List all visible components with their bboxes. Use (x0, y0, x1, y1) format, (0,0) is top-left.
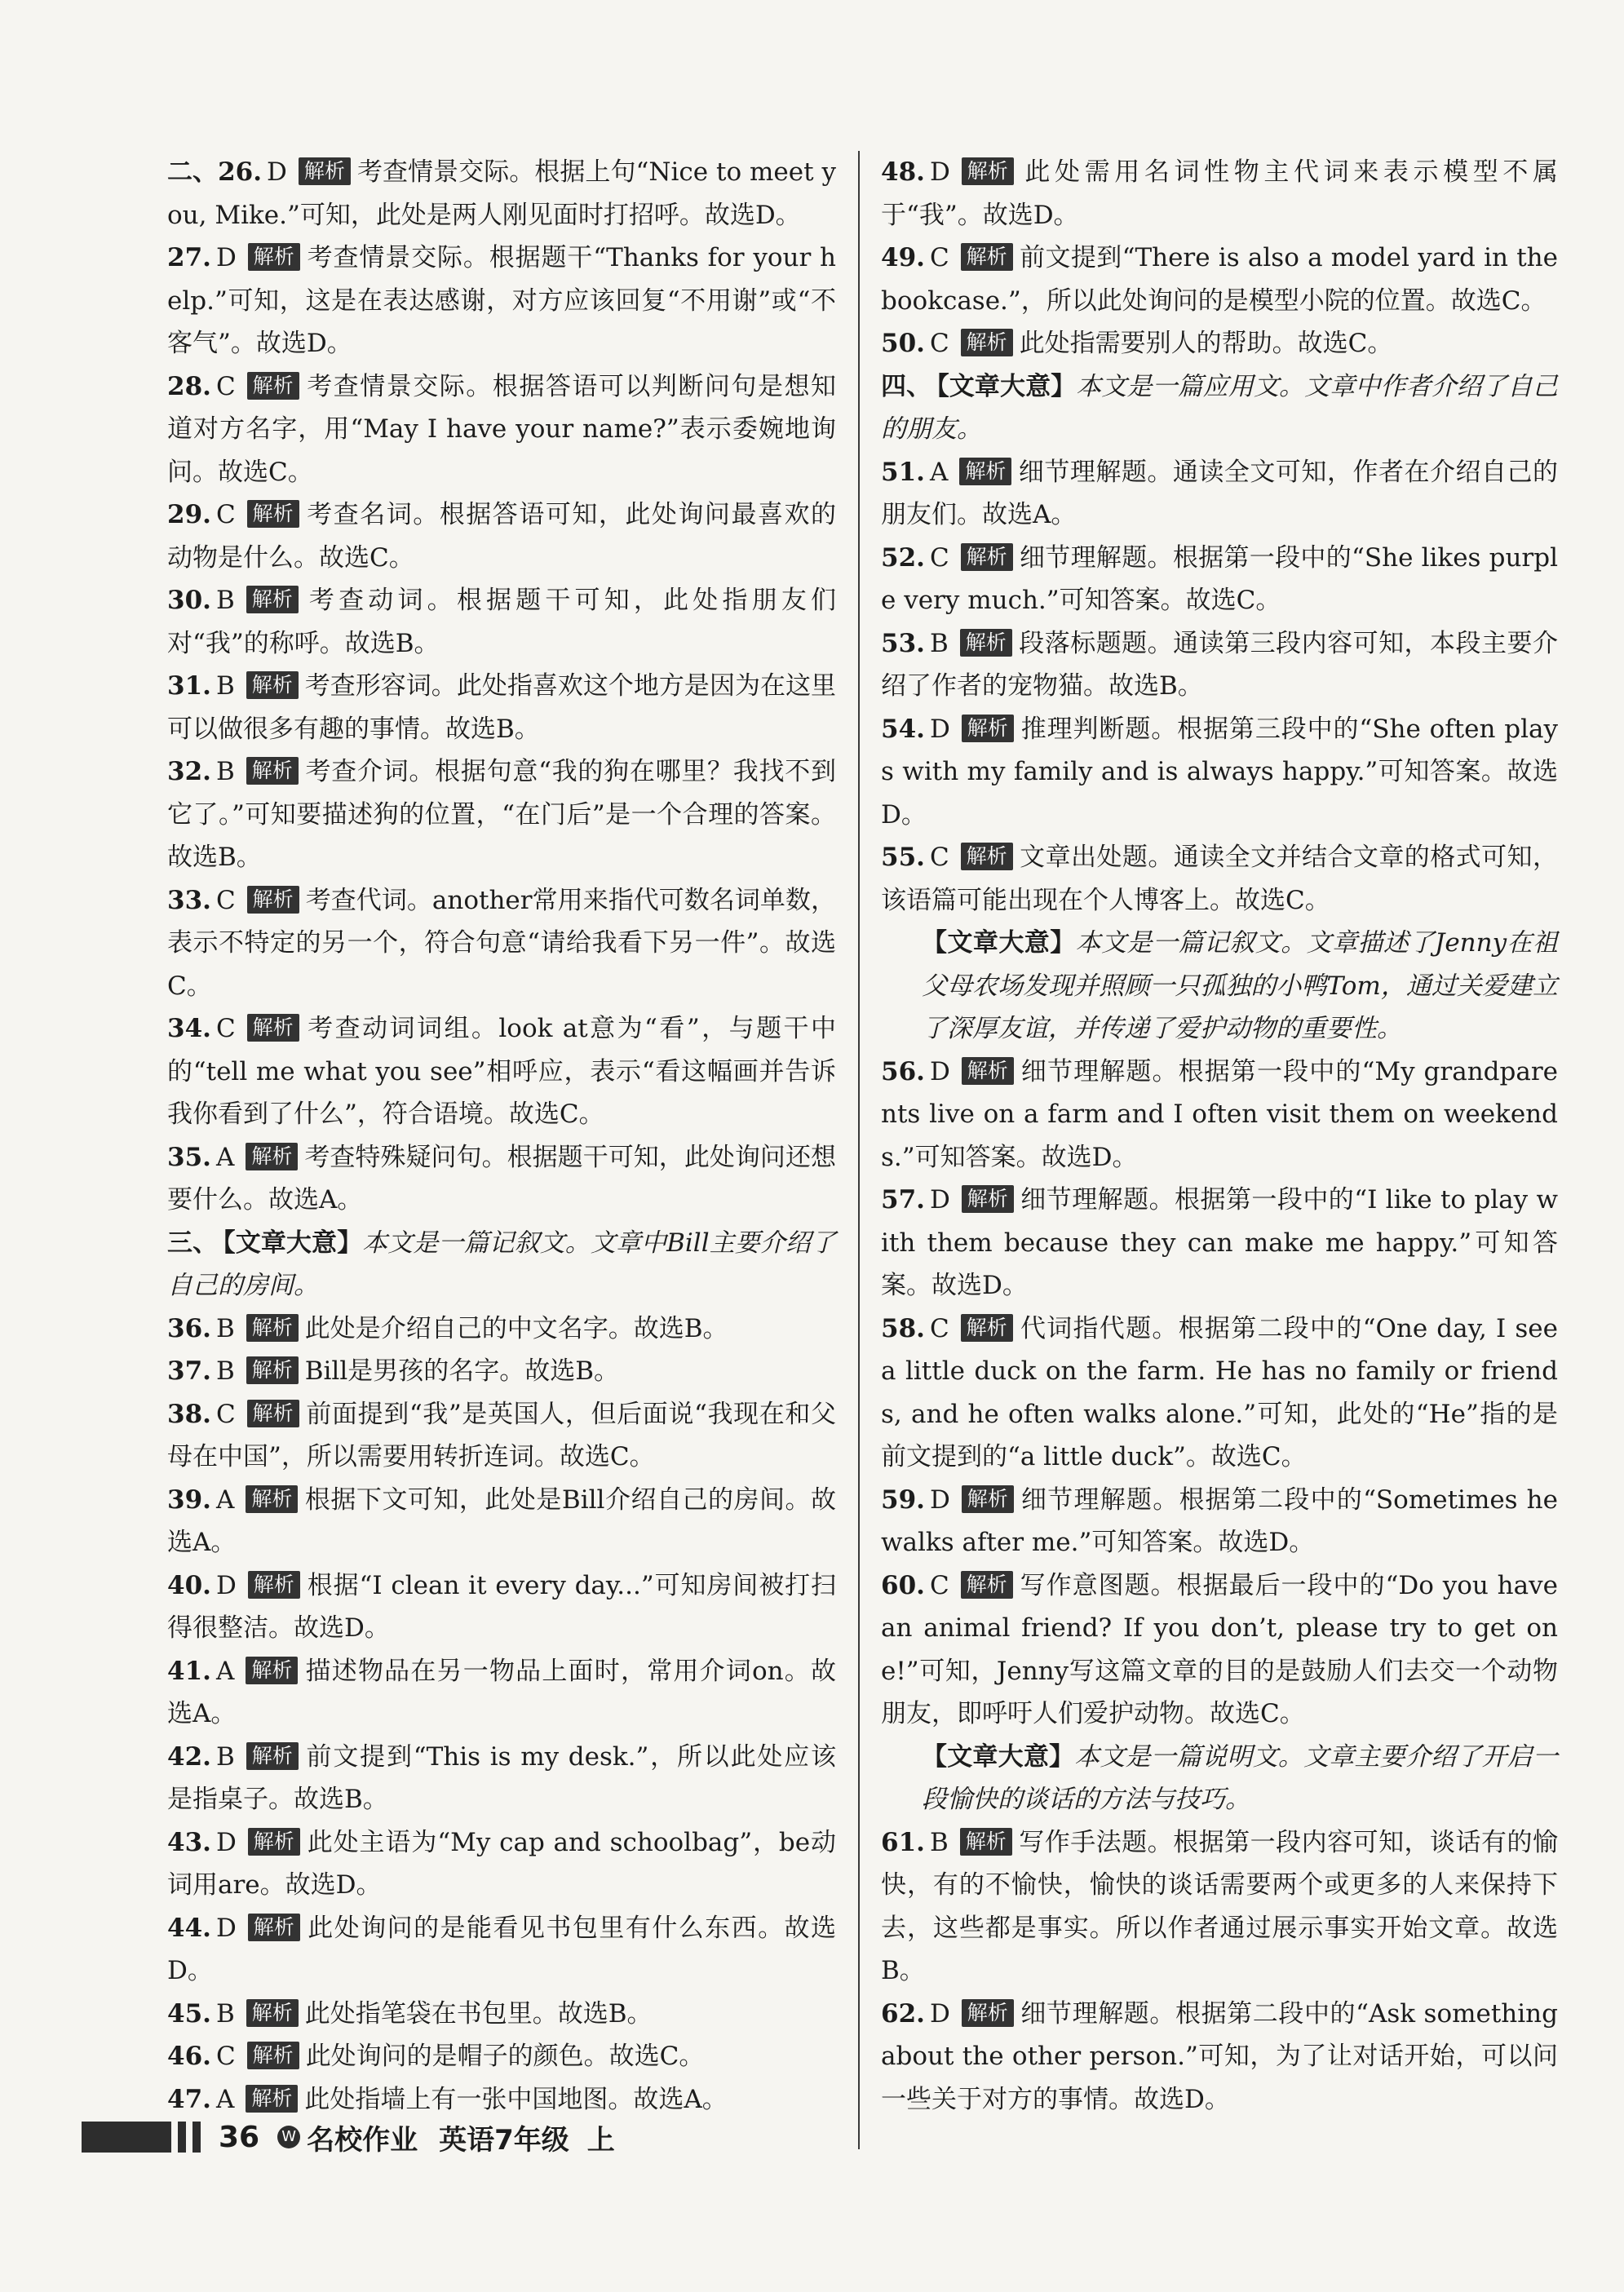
question-number: 29. (167, 500, 211, 529)
question-number: 34. (167, 1014, 211, 1043)
analysis-tag: 解析 (248, 243, 300, 271)
answer-entry (881, 1821, 1558, 1993)
answer-letter: C (929, 243, 949, 272)
analysis-tag: 解析 (299, 157, 351, 185)
answer-letter: D (929, 1185, 950, 1215)
analysis-text: 考查动词。根据题干可知，此处指朋友们对“我”的称呼。故选B。 (167, 586, 836, 658)
article-summary (881, 365, 1558, 451)
answer-entry (167, 151, 836, 237)
answer-letter: B (215, 1356, 235, 1386)
answer-entry (167, 2035, 836, 2078)
answer-letter: B (929, 1827, 949, 1857)
question-number: 61. (881, 1827, 925, 1857)
answer-letter: D (929, 1484, 950, 1515)
answer-letter: B (929, 628, 949, 658)
analysis-tag: 解析 (960, 1828, 1012, 1856)
analysis-text: 此处询问的是能看见书包里有什么东西。故选D。 (167, 1913, 836, 1985)
answer-entry (881, 1051, 1558, 1179)
answer-entry (167, 1136, 836, 1222)
analysis-text: 推理判断题。根据第三段中的“She often plays with my family and is always happy.”可知答案。故选D。 (881, 714, 1558, 830)
analysis-tag: 解析 (962, 1485, 1014, 1513)
answer-letter: C (929, 542, 949, 573)
analysis-tag: 解析 (247, 372, 299, 400)
answer-letter: C (929, 329, 949, 358)
answer-entry (167, 237, 836, 365)
answer-entry (167, 579, 836, 665)
answer-letter: B (215, 586, 235, 615)
answer-letter: A (215, 1484, 235, 1515)
summary-label: 【文章大意】 (922, 928, 1076, 958)
analysis-text: 考查情景交际。根据题干“Thanks for your help.”可知，这是在表达感谢，对方应该回复“不用谢”或“不客气”。故选D。 (167, 243, 836, 358)
analysis-tag: 解析 (961, 243, 1013, 271)
analysis-tag: 解析 (247, 886, 299, 914)
question-number: 35. (167, 1142, 211, 1172)
question-number: 二、26. (167, 157, 263, 187)
question-number: 39. (167, 1484, 211, 1515)
answer-entry (167, 1736, 836, 1821)
question-number: 45. (167, 1998, 211, 2029)
answer-letter: A (215, 1142, 235, 1172)
answer-letter: C (929, 1570, 949, 1600)
section-number: 四、 (881, 371, 932, 401)
answer-entry (881, 1179, 1558, 1308)
answer-letter: C (929, 1313, 949, 1343)
answer-entry (881, 1564, 1558, 1736)
column-divider (858, 151, 860, 2149)
page-number: 36 (219, 2120, 260, 2154)
analysis-text: 考查名词。根据答语可知，此处询问最喜欢的动物是什么。故选C。 (167, 500, 836, 573)
brand-name: 名校作业 (307, 2123, 418, 2157)
analysis-tag: 解析 (247, 1400, 299, 1427)
answer-entry (881, 1308, 1558, 1479)
analysis-text: 段落标题题。通读第三段内容可知，本段主要介绍了作者的宠物猫。故选B。 (881, 628, 1558, 701)
analysis-tag: 解析 (246, 1314, 299, 1342)
question-number: 60. (881, 1570, 925, 1600)
answer-letter: D (215, 1570, 237, 1600)
answer-letter: B (215, 671, 235, 701)
answer-entry (167, 750, 836, 879)
answer-letter: C (929, 843, 949, 872)
answer-letter: D (215, 1827, 237, 1857)
answer-letter: C (215, 1399, 236, 1429)
summary-label: 【文章大意】 (936, 371, 1077, 401)
analysis-text: 写作手法题。根据第一段内容可知，谈话有的愉快，有的不愉快，愉快的谈话需要两个或更多的人来保持下去，这些都是事实。所以作者通过展示事实开始文章。故选B。 (881, 1827, 1558, 1985)
answer-letter: D (929, 714, 950, 744)
summary-text: 本文是一篇说明文。文章主要介绍了开启一段愉快的谈话的方法与技巧。 (922, 1741, 1558, 1814)
question-number: 41. (167, 1656, 211, 1686)
article-summary (881, 1736, 1558, 1821)
analysis-tag: 解析 (246, 1999, 299, 2027)
answer-entry (881, 151, 1558, 237)
analysis-text: 根据“I clean it every day...”可知房间被打扫得很整洁。故选D。 (167, 1570, 836, 1643)
question-number: 38. (167, 1399, 211, 1429)
summary-text: 本文是一篇记叙文。文章描述了Jenny在祖父母农场发现并照顾一只孤独的小鸭Tom，通过关爱建立了深厚友谊，并传递了爱护动物的重要性。 (922, 928, 1559, 1043)
answer-letter: C (215, 2042, 236, 2071)
analysis-tag: 解析 (247, 2042, 299, 2069)
analysis-text: 此处是介绍自己的中文名字。故选B。 (304, 1313, 728, 1343)
question-number: 47. (167, 2084, 211, 2114)
footer-bar-decoration (82, 2122, 171, 2153)
analysis-tag: 解析 (246, 1485, 298, 1513)
answer-entry (167, 1993, 836, 2036)
brand-logo-icon: W (277, 2126, 300, 2148)
answer-entry (167, 1479, 836, 1564)
analysis-text: 考查情景交际。根据答语可以判断问句是想知道对方名字，用“May I have your name?”表示委婉地询问。故选C。 (167, 371, 836, 487)
analysis-tag: 解析 (962, 1999, 1014, 2027)
analysis-text: 考查特殊疑问句。根据题干可知，此处询问还想要什么。故选A。 (167, 1142, 836, 1215)
analysis-text: 细节理解题。根据第一段中的“I like to play with them because they can make me happy.”可知答案。故选D。 (881, 1185, 1558, 1300)
analysis-tag: 解析 (247, 1014, 299, 1042)
question-number: 36. (167, 1313, 211, 1343)
question-number: 49. (881, 243, 925, 272)
question-number: 44. (167, 1913, 211, 1943)
question-number: 31. (167, 671, 211, 701)
question-number: 52. (881, 542, 925, 573)
summary-label: 【文章大意】 (922, 1741, 1075, 1772)
analysis-text: 考查代词。another常用来指代可数名词单数，表示不特定的另一个，符合句意“请给我看下另一件”。故选C。 (167, 885, 836, 1001)
answer-letter: B (215, 1998, 235, 2029)
answer-letter: B (215, 757, 235, 786)
summary-label: 【文章大意】 (223, 1228, 363, 1258)
question-number: 58. (881, 1313, 925, 1343)
answer-letter: C (215, 885, 236, 915)
analysis-tag: 解析 (247, 500, 299, 528)
question-number: 42. (167, 1741, 211, 1772)
answer-entry (881, 451, 1558, 537)
answer-letter: D (929, 1056, 950, 1086)
answer-letter: C (215, 1014, 236, 1043)
summary-text: 本文是一篇应用文。文章中作者介绍了自己的朋友。 (881, 371, 1559, 444)
analysis-text: 前面提到“我”是英国人，但后面说“我现在和父母在中国”，所以需要用转折连词。故选C。 (167, 1399, 836, 1471)
analysis-text: 此处指墙上有一张中国地图。故选A。 (304, 2084, 728, 2114)
answer-entry (881, 1479, 1558, 1564)
answer-entry (881, 622, 1558, 708)
answer-entry (881, 708, 1558, 837)
answer-entry (167, 1350, 836, 1393)
analysis-text: 细节理解题。根据第一段中的“My grandparents live on a farm and I often visit them on weekends.”可知答案。故选D。 (881, 1056, 1558, 1172)
analysis-tag: 解析 (246, 1143, 298, 1170)
left-column (167, 151, 836, 2121)
question-number: 54. (881, 714, 925, 744)
analysis-tag: 解析 (246, 757, 299, 785)
right-column (881, 151, 1558, 2121)
answer-entry (167, 1907, 836, 1993)
analysis-tag: 解析 (246, 1356, 299, 1384)
analysis-text: 文章出处题。通读全文并结合文章的格式可知，该语篇可能出现在个人博客上。故选C。 (881, 843, 1558, 915)
analysis-tag: 解析 (960, 629, 1012, 657)
analysis-tag: 解析 (961, 329, 1013, 356)
article-summary (881, 922, 1558, 1051)
analysis-text: 考查情景交际。根据上句“Nice to meet you, Mike.”可知，此处是两人刚见面时打招呼。故选D。 (167, 157, 836, 230)
answer-entry (881, 1993, 1558, 2122)
footer-stripe-decoration (178, 2122, 186, 2153)
answer-entry (881, 537, 1558, 622)
question-number: 62. (881, 1998, 925, 2029)
analysis-tag: 解析 (962, 1185, 1014, 1213)
answer-entry (167, 879, 836, 1008)
answer-letter: D (929, 1998, 950, 2029)
analysis-text: 前文提到“This is my desk.”，所以此处应该是指桌子。故选B。 (167, 1741, 836, 1814)
analysis-tag: 解析 (246, 2085, 298, 2113)
question-number: 50. (881, 329, 925, 358)
question-number: 55. (881, 843, 925, 872)
article-summary (167, 1222, 836, 1308)
analysis-tag: 解析 (962, 1057, 1014, 1085)
analysis-text: 细节理解题。根据第一段中的“She likes purple very much.”可知答案。故选C。 (881, 542, 1558, 615)
term-label: 上 (586, 2123, 615, 2157)
answer-entry (167, 1308, 836, 1351)
question-number: 40. (167, 1570, 211, 1600)
analysis-text: 细节理解题。通读全文可知，作者在介绍自己的朋友们。故选A。 (881, 457, 1558, 529)
analysis-text: 考查形容词。此处指喜欢这个地方是因为在这里可以做很多有趣的事情。故选B。 (167, 671, 836, 744)
question-number: 27. (167, 243, 211, 272)
answer-letter: A (929, 457, 949, 487)
analysis-tag: 解析 (962, 157, 1014, 185)
answer-entry (167, 493, 836, 579)
question-number: 51. (881, 457, 925, 487)
question-number: 56. (881, 1056, 925, 1086)
answer-letter: B (215, 1313, 235, 1343)
question-number: 53. (881, 628, 925, 658)
analysis-text: 描述物品在另一物品上面时，常用介词on。故选A。 (167, 1656, 836, 1728)
question-number: 32. (167, 757, 211, 786)
analysis-text: 根据下文可知，此处是Bill介绍自己的房间。故选A。 (167, 1484, 836, 1557)
answer-entry (881, 836, 1558, 922)
analysis-tag: 解析 (248, 1828, 300, 1856)
analysis-tag: 解析 (959, 458, 1011, 485)
analysis-text: 此处询问的是帽子的颜色。故选C。 (305, 2042, 705, 2071)
analysis-text: 细节理解题。根据第二段中的“Sometimes he walks after me.”可知答案。故选D。 (881, 1484, 1558, 1557)
answer-entry (167, 1564, 836, 1650)
question-number: 43. (167, 1827, 211, 1857)
analysis-tag: 解析 (246, 586, 299, 613)
page-footer (82, 2113, 615, 2161)
analysis-text: 考查介词。根据句意“我的狗在哪里？我找不到它了。”可知要描述狗的位置，“在门后”是一个合理的答案。故选B。 (167, 757, 836, 872)
analysis-tag: 解析 (961, 1314, 1013, 1342)
answer-letter: D (929, 157, 950, 187)
question-number: 28. (167, 371, 211, 401)
answer-letter: C (215, 500, 236, 529)
analysis-tag: 解析 (962, 715, 1014, 742)
answer-entry (167, 1821, 836, 1907)
answer-entry (167, 665, 836, 750)
analysis-text: 细节理解题。根据第二段中的“Ask something about the other person.”可知，为了让对话开始，可以问一些关于对方的事情。故选D。 (881, 1998, 1558, 2114)
answer-entry (167, 365, 836, 494)
answer-letter: D (215, 243, 237, 272)
question-number: 37. (167, 1356, 211, 1386)
question-number: 59. (881, 1484, 925, 1515)
answer-letter: D (215, 1913, 237, 1943)
analysis-tag: 解析 (246, 1657, 298, 1684)
question-number: 30. (167, 586, 211, 615)
answer-letter: A (215, 2084, 235, 2114)
answer-entry (881, 322, 1558, 365)
answer-letter: A (215, 1656, 235, 1686)
analysis-text: 此处主语为“My cap and schoolbag”，be动词用are。故选D。 (167, 1827, 836, 1900)
answer-entry (881, 237, 1558, 322)
analysis-tag: 解析 (961, 543, 1013, 571)
answer-letter: D (267, 157, 287, 187)
question-number: 46. (167, 2042, 211, 2071)
analysis-tag: 解析 (961, 843, 1013, 870)
analysis-text: 代词指代题。根据第二段中的“One day, I see a little duck on the farm. He has no family or friends, and he often walks alone.”可知，此处的“He”指的是前文提到的“a little duck”。故选C。 (881, 1313, 1558, 1471)
analysis-tag: 解析 (961, 1571, 1013, 1599)
question-number: 48. (881, 157, 925, 187)
summary-text: 本文是一篇记叙文。文章中Bill主要介绍了自己的房间。 (167, 1228, 837, 1300)
analysis-tag: 解析 (246, 671, 299, 699)
analysis-tag: 解析 (248, 1914, 300, 1941)
subject-label: 英语7年级 (439, 2123, 569, 2157)
analysis-text: 写作意图题。根据最后一段中的“Do you have an animal friend? If you don’t, please try to get one!”可知，Jenny写这篇文章的目的是鼓励人们去交一个动物朋友，即呼吁人们爱护动物。故选C。 (881, 1570, 1558, 1728)
answer-entry (167, 1393, 836, 1479)
answer-entry (167, 1650, 836, 1736)
analysis-text: Bill是男孩的名字。故选B。 (304, 1356, 620, 1386)
analysis-text: 考查动词词组。look at意为“看”，与题干中的“tell me what you see”相呼应，表示“看这幅画并告诉我你看到了什么”，符合语境。故选C。 (167, 1014, 836, 1129)
answer-letter: C (215, 371, 236, 401)
analysis-tag: 解析 (246, 1742, 299, 1770)
analysis-tag: 解析 (248, 1571, 300, 1599)
analysis-text: 此处需用名词性物主代词来表示模型不属于“我”。故选D。 (881, 157, 1558, 230)
question-number: 57. (881, 1185, 925, 1215)
question-number: 33. (167, 885, 211, 915)
answer-letter: B (215, 1741, 235, 1772)
analysis-text: 前文提到“There is also a model yard in the bookcase.”，所以此处询问的是模型小院的位置。故选C。 (881, 243, 1558, 316)
analysis-text: 此处指笔袋在书包里。故选B。 (304, 1998, 653, 2029)
section-number: 三、 (167, 1228, 219, 1258)
analysis-text: 此处指需要别人的帮助。故选C。 (1019, 329, 1393, 358)
footer-stripe-decoration (192, 2122, 201, 2153)
answer-entry (167, 1007, 836, 1136)
